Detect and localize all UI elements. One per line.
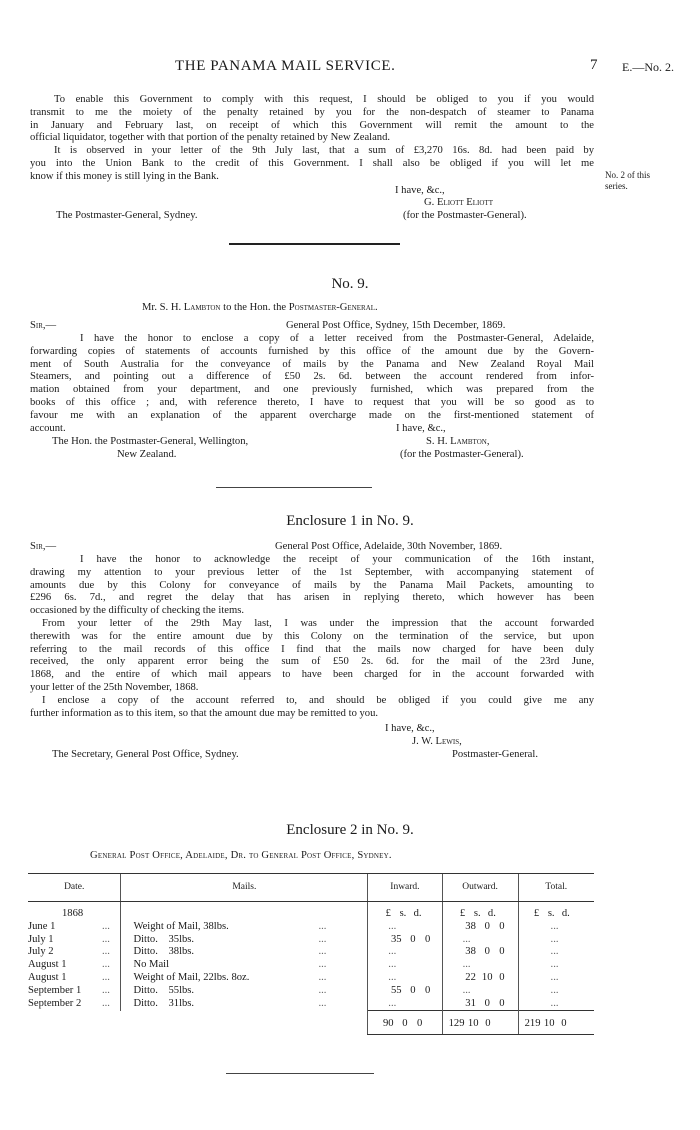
subheading-office: Postmaster-General. bbox=[288, 302, 378, 313]
date-cell bbox=[28, 985, 121, 998]
empty-marker: ... bbox=[388, 959, 397, 971]
amount-s: 0 bbox=[484, 920, 490, 932]
table-row bbox=[28, 921, 594, 934]
total-d: 0 bbox=[485, 1018, 491, 1030]
body-line: I enclose a copy of the account referred to, and should be obliged if you could give me any bbox=[42, 694, 594, 706]
unit-shilling: s. bbox=[547, 908, 555, 919]
body-line: you into the Union Bank to the credit of this Government. I shall also be obliged if you will let me bbox=[30, 158, 594, 169]
closing: I have, &c., bbox=[385, 723, 435, 734]
closing: I have, &c., bbox=[396, 423, 446, 434]
amount-s: 0 bbox=[484, 997, 490, 1009]
amount-d: 0 bbox=[424, 984, 431, 996]
signatory-role: Postmaster-General. bbox=[452, 749, 538, 760]
subheading-text: Mr. S. H. bbox=[142, 302, 184, 313]
amount-cell bbox=[442, 921, 518, 934]
date-cell bbox=[28, 972, 121, 985]
table-header-row bbox=[28, 874, 594, 902]
body-line: 1868, and the entire of which mail appears to have been charged for in the account forwarded with bbox=[30, 669, 594, 681]
mail-cell bbox=[121, 946, 368, 959]
body-line: books of this office ; and, with reference thereto, I have to request that you will be so good as to bbox=[30, 397, 594, 408]
total-s: 0 bbox=[402, 1018, 408, 1030]
body-line: in January and February last, on receipt of which this Government will remit the amount to the bbox=[30, 119, 594, 131]
leader-dots: ... bbox=[318, 971, 327, 983]
amount-l: 55 bbox=[391, 984, 402, 996]
amount-cell bbox=[442, 998, 518, 1011]
amount-d: 0 bbox=[424, 933, 431, 945]
empty-marker: ... bbox=[462, 933, 471, 945]
total-d: 0 bbox=[416, 1018, 423, 1030]
body-line: account. bbox=[30, 422, 66, 434]
date-text: September 2 bbox=[28, 997, 82, 1009]
amount-cell bbox=[442, 959, 518, 972]
amount-cell bbox=[368, 972, 442, 985]
page-number: 7 bbox=[590, 57, 598, 73]
amount-d: 0 bbox=[499, 997, 505, 1009]
mail-cell bbox=[121, 972, 368, 985]
amount-cell bbox=[442, 972, 518, 985]
column-header: Inward. bbox=[368, 874, 442, 902]
body-line: official liquidator, together with that portion of the penalty retained by New Zealand. bbox=[30, 132, 391, 144]
cell-empty bbox=[121, 1011, 368, 1035]
amount-cell bbox=[442, 985, 518, 998]
body-line: mation obtained from your department, and one previously furnished, which was prepared from the bbox=[30, 384, 594, 396]
leader-dots: ... bbox=[102, 946, 110, 958]
total-cell bbox=[518, 985, 594, 998]
date-cell bbox=[28, 921, 121, 934]
signatory-role: (for the Postmaster-General). bbox=[400, 449, 524, 460]
unit-pence: d. bbox=[413, 908, 422, 919]
amount-s: 0 bbox=[410, 933, 416, 945]
amount-l: 38 bbox=[465, 946, 476, 958]
empty-marker: ... bbox=[462, 959, 471, 971]
leader-dots: ... bbox=[318, 920, 327, 932]
body-line: forwarding copies of statements of accounts furnished by this office of the amount due by the Govern- bbox=[30, 345, 594, 357]
date-text: September 1 bbox=[28, 984, 82, 996]
letter-heading: No. 9. bbox=[331, 276, 369, 292]
unit-shilling: s. bbox=[473, 908, 481, 919]
mail-text: Ditto. 38lbs. bbox=[133, 946, 195, 958]
empty-marker: ... bbox=[388, 971, 397, 983]
totals-row bbox=[28, 1011, 594, 1035]
total-cell bbox=[518, 959, 594, 972]
body-line: ment of South Australia for the conveyance of mails by the Panama and New Zealand Royal Mail bbox=[30, 358, 594, 370]
addressee: New Zealand. bbox=[117, 449, 177, 460]
enclosure-heading: Enclosure 1 in No. 9. bbox=[286, 513, 414, 529]
column-header: Date. bbox=[28, 874, 121, 902]
cell-empty bbox=[28, 1011, 121, 1035]
mail-text: Ditto. 31lbs. bbox=[133, 997, 195, 1009]
leader-dots: ... bbox=[102, 984, 110, 996]
amount-cell bbox=[368, 921, 442, 934]
body-line: referring to the mail records of this office I find that the mails now charged for have been duly bbox=[30, 643, 594, 655]
date-cell bbox=[28, 998, 121, 1011]
date-cell bbox=[28, 946, 121, 959]
body-line: occasioned by the difficulty of checking the items. bbox=[30, 605, 244, 617]
salutation: Sir,— bbox=[30, 320, 57, 331]
table-row bbox=[28, 934, 594, 947]
empty-marker bbox=[447, 998, 463, 1009]
year: 1868 bbox=[62, 908, 84, 919]
signatory-role: (for the Postmaster-General). bbox=[403, 210, 527, 221]
subheading-name: Lambton bbox=[183, 302, 221, 313]
total-l: 219 bbox=[524, 1018, 541, 1030]
leader-dots: ... bbox=[318, 997, 327, 1009]
body-line: transmit to me the moiety of the penalty retained by you for the non-despatch of steamer to Panama bbox=[30, 106, 594, 118]
amount-d: 0 bbox=[499, 920, 505, 932]
empty-marker: ... bbox=[462, 984, 471, 996]
mail-cell bbox=[121, 985, 368, 998]
body-line: Steamers, and pointing out a difference of £50 2s. 6d. between the account rendered from infor- bbox=[30, 371, 594, 383]
empty-marker: ... bbox=[550, 997, 559, 1009]
unit-cell bbox=[368, 902, 442, 921]
document-reference: E.—No. 2. bbox=[622, 60, 674, 74]
total-d: 0 bbox=[561, 1018, 567, 1030]
empty-marker bbox=[447, 972, 463, 983]
total-amount-cell bbox=[518, 1011, 594, 1035]
leader-dots: ... bbox=[318, 933, 327, 945]
body-line: received, the only apparent error being the sum of £50 2s. 6d. for the mail of the 23rd June, bbox=[30, 656, 594, 668]
empty-marker: ... bbox=[550, 959, 559, 971]
empty-marker: ... bbox=[550, 984, 559, 996]
table-row bbox=[28, 946, 594, 959]
signatory: J. W. Lewis, bbox=[412, 736, 462, 747]
end-divider bbox=[226, 1073, 374, 1074]
total-cell bbox=[518, 921, 594, 934]
table-row bbox=[28, 985, 594, 998]
empty-marker bbox=[372, 934, 388, 945]
total-s: 10 bbox=[543, 1018, 555, 1030]
letter-subheading bbox=[142, 302, 378, 315]
amount-cell bbox=[442, 946, 518, 959]
signatory: S. H. Lambton, bbox=[426, 436, 490, 447]
amount-s: 0 bbox=[484, 946, 490, 958]
signatory: G. Eliott Eliott bbox=[424, 197, 493, 208]
body-line: drawing my attention to your previous letter of the 1st September, with accompanying statement of bbox=[30, 566, 594, 578]
column-header: Outward. bbox=[442, 874, 518, 902]
column-header: Mails. bbox=[121, 874, 368, 902]
addressee: The Hon. the Postmaster-General, Wellington, bbox=[52, 436, 249, 447]
unit-pound: £ bbox=[385, 908, 391, 919]
empty-marker: ... bbox=[550, 971, 559, 983]
unit-pound: £ bbox=[533, 908, 540, 919]
total-s: 10 bbox=[467, 1018, 479, 1030]
account-heading: General Post Office, Adelaide, Dr. to General Post Office, Sydney. bbox=[90, 850, 392, 861]
empty-marker: ... bbox=[550, 946, 559, 958]
body-line: therewith was for the entire amount due by this Colony on the termination of the service, but upon bbox=[30, 630, 594, 642]
column-header: Total. bbox=[518, 874, 594, 902]
empty-marker: ... bbox=[550, 933, 559, 945]
empty-marker: ... bbox=[550, 920, 559, 932]
mail-text: No Mail bbox=[133, 959, 170, 971]
total-amount-cell bbox=[368, 1011, 442, 1035]
leader-dots: ... bbox=[102, 971, 110, 983]
amount-cell bbox=[442, 934, 518, 947]
account-table bbox=[28, 873, 594, 1035]
unit-shilling: s. bbox=[399, 908, 407, 919]
margin-note: series. bbox=[605, 181, 628, 191]
table-row bbox=[28, 998, 594, 1011]
amount-l: 35 bbox=[391, 933, 402, 945]
amount-cell bbox=[368, 946, 442, 959]
empty-marker bbox=[372, 985, 388, 996]
leader-dots: ... bbox=[318, 946, 327, 958]
unit-pence: d. bbox=[561, 908, 570, 919]
date-text: July 2 bbox=[28, 946, 54, 958]
section-divider bbox=[229, 243, 400, 245]
salutation: Sir,— bbox=[30, 541, 57, 552]
body-line: It is observed in your letter of the 9th July last, that a sum of £3,270 16s. 8d. had been paid by bbox=[54, 145, 594, 157]
cell-empty bbox=[121, 902, 368, 921]
mail-cell bbox=[121, 921, 368, 934]
unit-pence: d. bbox=[487, 908, 496, 919]
date-text: July 1 bbox=[28, 933, 54, 945]
total-amount-cell bbox=[442, 1011, 518, 1035]
mail-cell bbox=[121, 998, 368, 1011]
leader-dots: ... bbox=[102, 933, 110, 945]
leader-dots: ... bbox=[102, 997, 110, 1009]
amount-d: 0 bbox=[499, 971, 505, 983]
subheading-text: to the Hon. the bbox=[220, 302, 289, 313]
enclosure-heading: Enclosure 2 in No. 9. bbox=[286, 822, 414, 838]
date-text: August 1 bbox=[28, 971, 67, 983]
date-text: August 1 bbox=[28, 959, 67, 971]
body-line: From your letter of the 29th May last, I was under the impression that the account forwarded bbox=[42, 618, 594, 629]
unit-cell bbox=[442, 902, 518, 921]
date-cell bbox=[28, 934, 121, 947]
place-date: General Post Office, Adelaide, 30th November, 1869. bbox=[275, 541, 503, 552]
leader-dots: ... bbox=[318, 959, 327, 971]
leader-dots: ... bbox=[102, 920, 110, 932]
body-line: know if this money is still lying in the Bank. bbox=[30, 170, 219, 182]
body-line: I have the honor to enclose a copy of a letter received from the Postmaster-General, Adelaide, bbox=[80, 333, 594, 344]
section-divider bbox=[216, 487, 372, 488]
total-cell bbox=[518, 946, 594, 959]
body-line: I have the honor to acknowledge the receipt of your communication of the 16th instant, bbox=[80, 554, 594, 565]
empty-marker: ... bbox=[388, 920, 397, 932]
body-line: To enable this Government to comply with this request, I should be obliged to you if you would bbox=[54, 94, 594, 105]
margin-note: No. 2 of this bbox=[605, 170, 650, 180]
unit-cell bbox=[518, 902, 594, 921]
empty-marker bbox=[447, 946, 463, 957]
mail-text: Ditto. 55lbs. bbox=[133, 984, 195, 996]
body-line: favour me with an explanation of the apparent overcharge made on the first-mentioned statement of bbox=[30, 409, 594, 421]
total-cell bbox=[518, 972, 594, 985]
addressee: The Postmaster-General, Sydney. bbox=[56, 210, 198, 221]
amount-l: 31 bbox=[465, 997, 476, 1009]
unit-row bbox=[28, 902, 594, 921]
total-cell bbox=[518, 934, 594, 947]
amount-cell bbox=[368, 998, 442, 1011]
amount-cell bbox=[368, 959, 442, 972]
amount-cell bbox=[368, 934, 442, 947]
amount-s: 10 bbox=[481, 971, 493, 983]
date-text: June 1 bbox=[28, 920, 56, 932]
mail-cell bbox=[121, 934, 368, 947]
place-date: General Post Office, Sydney, 15th December, 1869. bbox=[286, 320, 506, 331]
addressee: The Secretary, General Post Office, Sydney. bbox=[52, 749, 239, 760]
mail-text: Ditto. 35lbs. bbox=[133, 933, 195, 945]
total-l: 129 bbox=[448, 1018, 465, 1030]
mail-text: Weight of Mail, 38lbs. bbox=[133, 920, 229, 932]
mail-text: Weight of Mail, 22lbs. 8oz. bbox=[133, 971, 250, 983]
amount-l: 38 bbox=[465, 920, 476, 932]
unit-pound: £ bbox=[459, 908, 466, 919]
amount-cell bbox=[368, 985, 442, 998]
leader-dots: ... bbox=[318, 984, 327, 996]
empty-marker: ... bbox=[388, 946, 397, 958]
amount-d: 0 bbox=[499, 946, 505, 958]
total-l: 90 bbox=[383, 1018, 394, 1030]
body-line: amounts due by this Colony for conveyance of mails by the Panama Mail Packets, amounting to bbox=[30, 579, 594, 591]
table-row bbox=[28, 959, 594, 972]
table-row bbox=[28, 972, 594, 985]
page-title: THE PANAMA MAIL SERVICE. bbox=[175, 58, 396, 74]
empty-marker: ... bbox=[388, 997, 397, 1009]
body-line: £296 6s. 7d., and regret the delay that has arisen in replying thereto, which however has been bbox=[30, 592, 594, 604]
closing: I have, &c., bbox=[395, 185, 445, 196]
body-line: your letter of the 25th November, 1868. bbox=[30, 682, 199, 693]
date-cell bbox=[28, 959, 121, 972]
mail-cell bbox=[121, 959, 368, 972]
amount-s: 0 bbox=[410, 984, 416, 996]
body-line: further information as to this item, so that the amount due may be remitted to you. bbox=[30, 707, 379, 719]
leader-dots: ... bbox=[102, 959, 110, 971]
empty-marker bbox=[447, 921, 463, 932]
amount-l: 22 bbox=[465, 971, 476, 983]
total-cell bbox=[518, 998, 594, 1011]
